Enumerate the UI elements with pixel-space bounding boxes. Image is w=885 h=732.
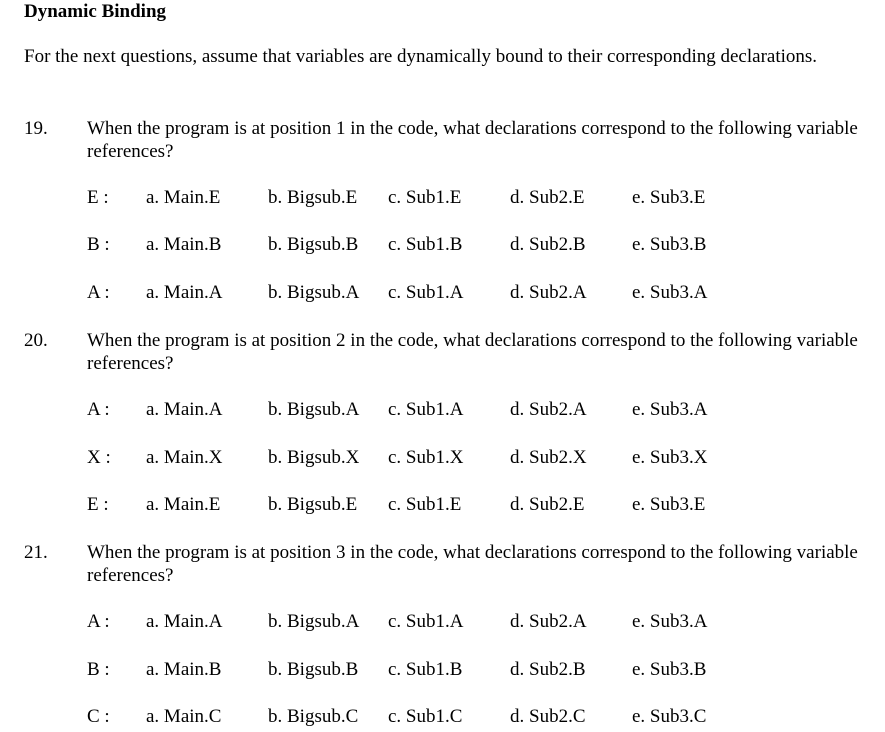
option-d[interactable]: d. Sub2.X <box>510 447 587 468</box>
option-e[interactable]: e. Sub3.E <box>632 494 706 515</box>
answer-row <box>0 658 885 682</box>
option-e[interactable]: e. Sub3.A <box>632 282 708 303</box>
option-b[interactable]: b. Bigsub.A <box>268 611 360 632</box>
page-title: Dynamic Binding <box>24 1 167 22</box>
option-d[interactable]: d. Sub2.B <box>510 659 586 680</box>
option-c[interactable]: c. Sub1.A <box>388 282 464 303</box>
answer-row <box>0 705 885 729</box>
option-c[interactable]: c. Sub1.E <box>388 494 462 515</box>
variable-label: E : <box>87 187 109 208</box>
option-e[interactable]: e. Sub3.A <box>632 611 708 632</box>
option-a[interactable]: a. Main.B <box>146 659 222 680</box>
option-e[interactable]: e. Sub3.A <box>632 399 708 420</box>
option-d[interactable]: d. Sub2.C <box>510 706 586 727</box>
option-a[interactable]: a. Main.A <box>146 611 223 632</box>
question-number: 21. <box>24 542 48 563</box>
option-b[interactable]: b. Bigsub.E <box>268 187 358 208</box>
option-a[interactable]: a. Main.B <box>146 234 222 255</box>
variable-label: X : <box>87 447 111 468</box>
question-text: When the program is at position 1 in the code, what declarations correspond to the following variable references? <box>87 118 858 162</box>
option-c[interactable]: c. Sub1.C <box>388 706 463 727</box>
option-d[interactable]: d. Sub2.E <box>510 187 585 208</box>
option-a[interactable]: a. Main.A <box>146 282 223 303</box>
option-d[interactable]: d. Sub2.E <box>510 494 585 515</box>
intro-paragraph: For the next questions, assume that variables are dynamically bound to their corresponding declarations. <box>24 46 818 67</box>
option-b[interactable]: b. Bigsub.A <box>268 399 360 420</box>
variable-label: B : <box>87 234 110 255</box>
option-e[interactable]: e. Sub3.C <box>632 706 707 727</box>
option-a[interactable]: a. Main.C <box>146 706 222 727</box>
option-b[interactable]: b. Bigsub.A <box>268 282 360 303</box>
question-number: 19. <box>24 118 48 139</box>
variable-label: A : <box>87 611 110 632</box>
option-c[interactable]: c. Sub1.E <box>388 187 462 208</box>
option-e[interactable]: e. Sub3.B <box>632 659 707 680</box>
option-a[interactable]: a. Main.A <box>146 399 223 420</box>
answer-row <box>0 493 885 517</box>
option-c[interactable]: c. Sub1.X <box>388 447 464 468</box>
answer-row <box>0 281 885 305</box>
option-e[interactable]: e. Sub3.X <box>632 447 708 468</box>
answer-row <box>0 610 885 634</box>
option-b[interactable]: b. Bigsub.E <box>268 494 358 515</box>
option-b[interactable]: b. Bigsub.C <box>268 706 359 727</box>
option-c[interactable]: c. Sub1.A <box>388 611 464 632</box>
option-d[interactable]: d. Sub2.B <box>510 234 586 255</box>
variable-label: A : <box>87 282 110 303</box>
answer-row <box>0 446 885 470</box>
option-a[interactable]: a. Main.X <box>146 447 223 468</box>
option-b[interactable]: b. Bigsub.B <box>268 234 359 255</box>
option-d[interactable]: d. Sub2.A <box>510 282 587 303</box>
variable-label: B : <box>87 659 110 680</box>
option-b[interactable]: b. Bigsub.X <box>268 447 360 468</box>
question-number: 20. <box>24 330 48 351</box>
answer-row <box>0 398 885 422</box>
question-text: When the program is at position 2 in the code, what declarations correspond to the following variable references? <box>87 330 858 374</box>
option-c[interactable]: c. Sub1.B <box>388 234 463 255</box>
option-e[interactable]: e. Sub3.E <box>632 187 706 208</box>
option-c[interactable]: c. Sub1.A <box>388 399 464 420</box>
variable-label: E : <box>87 494 109 515</box>
variable-label: A : <box>87 399 110 420</box>
option-d[interactable]: d. Sub2.A <box>510 611 587 632</box>
option-a[interactable]: a. Main.E <box>146 494 221 515</box>
question-text: When the program is at position 3 in the code, what declarations correspond to the following variable references? <box>87 542 858 586</box>
option-e[interactable]: e. Sub3.B <box>632 234 707 255</box>
answer-row <box>0 186 885 210</box>
variable-label: C : <box>87 706 110 727</box>
option-d[interactable]: d. Sub2.A <box>510 399 587 420</box>
option-b[interactable]: b. Bigsub.B <box>268 659 359 680</box>
option-c[interactable]: c. Sub1.B <box>388 659 463 680</box>
option-a[interactable]: a. Main.E <box>146 187 221 208</box>
answer-row <box>0 233 885 257</box>
